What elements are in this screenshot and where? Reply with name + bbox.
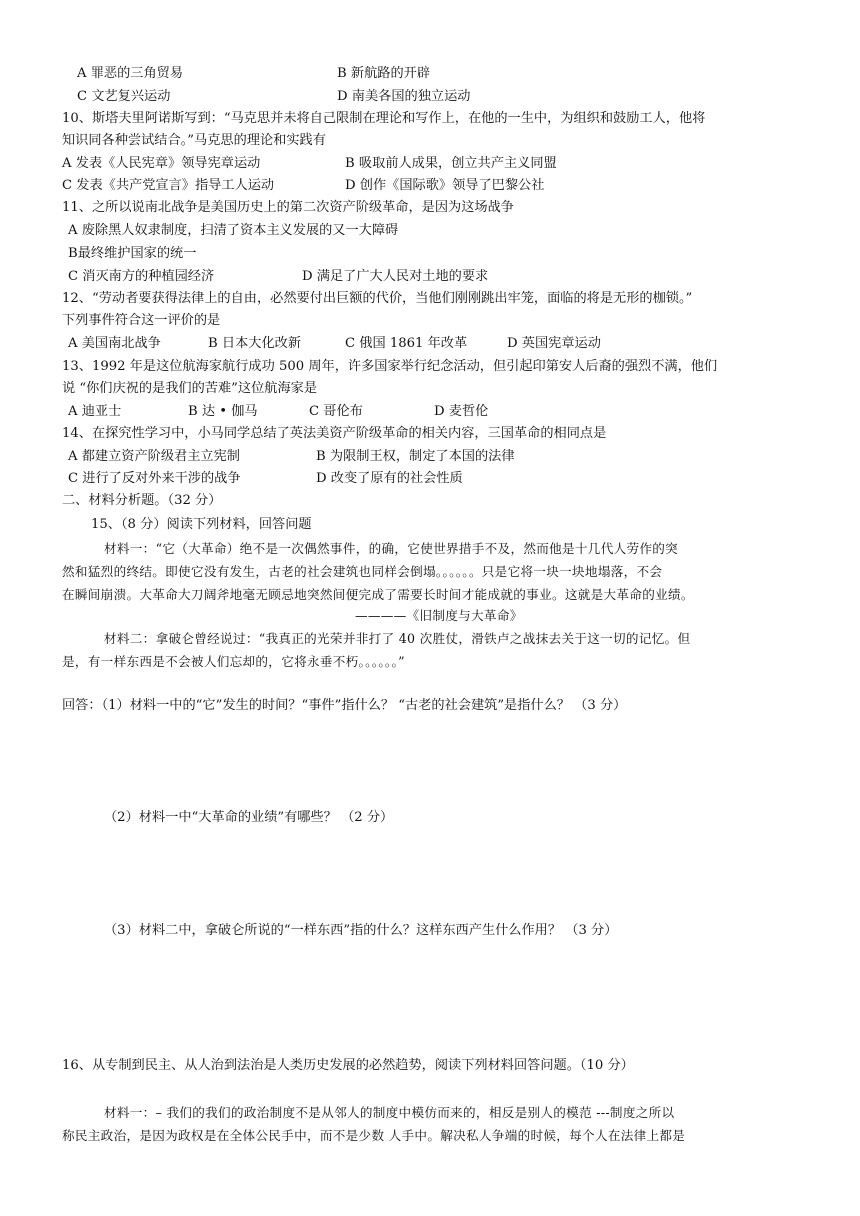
q10-option-b: B 吸取前人成果，创立共产主义同盟 (345, 156, 557, 171)
q12-stem-line-2: 下列事件符合这一评价的是 (62, 313, 221, 328)
q13-stem-line-1: 13、1992 年是这位航海家航行成功 500 周年，许多国家举行纪念活动，但引起印第安人后裔的强烈不满，他们 (62, 359, 718, 374)
q13-option-a: A 迪亚士 (68, 404, 122, 419)
q10-stem-line-2: 知识同各种尝试结合。”马克思的理论和实践有 (62, 133, 326, 148)
q13-stem-line-2: 说 “你们庆祝的是我们的苦难”这位航海家是 (62, 381, 318, 396)
q9-option-a: A 罪恶的三角贸易 (77, 66, 184, 81)
q10-option-a: A 发表《人民宪章》领导宪章运动 (62, 156, 261, 171)
q12-option-b: B 日本大化改新 (208, 336, 302, 351)
q11-stem: 11、之所以说南北战争是美国历史上的第二次资产阶级革命，是因为这场战争 (62, 200, 514, 215)
q14-option-c: C 进行了反对外来干涉的战争 (68, 471, 241, 486)
q15-sub-question-1: 回答：（1）材料一中的“它”发生的时间？“事件”指什么？ “古老的社会建筑”是指什么？ （3 分） (62, 698, 627, 713)
q10-option-d: D 创作《国际歌》领导了巴黎公社 (345, 178, 545, 193)
q11-option-a: A 废除黑人奴隶制度，扫清了资本主义发展的又一大障碍 (68, 223, 399, 238)
q15-material-2-line-2: 是，有一样东西是不会被人们忘却的，它将永垂不朽。。。。。。” (62, 654, 405, 669)
q14-option-a: A 都建立资产阶级君主立宪制 (68, 449, 240, 464)
q14-option-b: B 为限制王权，制定了本国的法律 (316, 449, 515, 464)
q12-option-a: A 美国南北战争 (68, 336, 161, 351)
q10-stem-line-1: 10、斯塔夫里阿诺斯写到：“马克思并未将自己限制在理论和写作上，在他的一生中，为组织和鼓励工人，他将 (62, 111, 706, 126)
q15-material-1-source: ————《旧制度与大革命》 (355, 608, 523, 623)
q16-material-1-line-1: 材料一：– 我们的我们的政治制度不是从邻人的制度中模仿而来的，相反是别人的模范 ---制度之所以 (104, 1105, 675, 1120)
q16-material-1-line-2: 称民主政治，是因为政权是在全体公民手中，而不是少数 人手中。解决私人争端的时候，每个人在法律上都是 (62, 1128, 686, 1143)
q16-stem: 16、从专制到民主、从人治到法治是人类历史发展的必然趋势，阅读下列材料回答问题。（10 分） (62, 1058, 634, 1073)
q15-material-1-line-2: 然和猛烈的终结。即使它没有发生，古老的社会建筑也同样会倒塌。。。。。。只是它将一块一块地塌落，不会 (62, 564, 663, 579)
q13-option-c: C 哥伦布 (309, 404, 363, 419)
q12-option-c: C 俄国 1861 年改革 (345, 336, 468, 351)
q12-stem-line-1: 12、“劳动者要获得法律上的自由，必然要付出巨额的代价，当他们刚刚跳出牢笼，面临的将是无形的枷锁。” (62, 291, 693, 306)
q15-material-2-line-1: 材料二：拿破仑曾经说过：“我真正的光荣并非打了 40 次胜仗，滑铁卢之战抹去关于这一切的记忆。但 (104, 631, 691, 646)
q14-stem: 14、在探究性学习中，小马同学总结了英法美资产阶级革命的相关内容，三国革命的相同点是 (62, 426, 607, 441)
q15-sub-question-2: （2）材料一中“大革命的业绩”有哪些？ （2 分） (104, 810, 394, 825)
q12-option-d: D 英国宪章运动 (507, 336, 601, 351)
q9-option-d: D 南美各国的独立运动 (337, 89, 471, 104)
q13-option-b: B 达 • 伽马 (188, 404, 258, 419)
q11-option-b: B最终维护国家的统一 (68, 246, 197, 261)
q11-option-d: D 满足了广大人民对土地的要求 (302, 269, 489, 284)
q15-intro: 15、（8 分）阅读下列材料，回答问题 (91, 517, 312, 532)
q9-option-c: C 文艺复兴运动 (77, 89, 171, 104)
q13-option-d: D 麦哲伦 (434, 404, 489, 419)
section-2-heading: 二、材料分析题。（32 分） (62, 493, 222, 508)
q10-option-c: C 发表《共产党宣言》指导工人运动 (62, 178, 275, 193)
q15-material-1-line-1: 材料一：“它（大革命）绝不是一次偶然事件，的确，它使世界措手不及，然而他是十几代人劳作的突 (104, 541, 679, 556)
q9-option-b: B 新航路的开辟 (337, 66, 431, 81)
q11-option-c: C 消灭南方的种植园经济 (68, 269, 215, 284)
q15-sub-question-3: （3）材料二中，拿破仑所说的“一样东西”指的什么？这样东西产生什么作用？ （3 分） (104, 923, 618, 938)
q15-material-1-line-3: 在瞬间崩溃。大革命大刀阔斧地毫无顾忌地突然间便完成了需要长时间才能成就的事业。这就是大革命的业绩。 (62, 587, 694, 602)
q14-option-d: D 改变了原有的社会性质 (316, 471, 463, 486)
